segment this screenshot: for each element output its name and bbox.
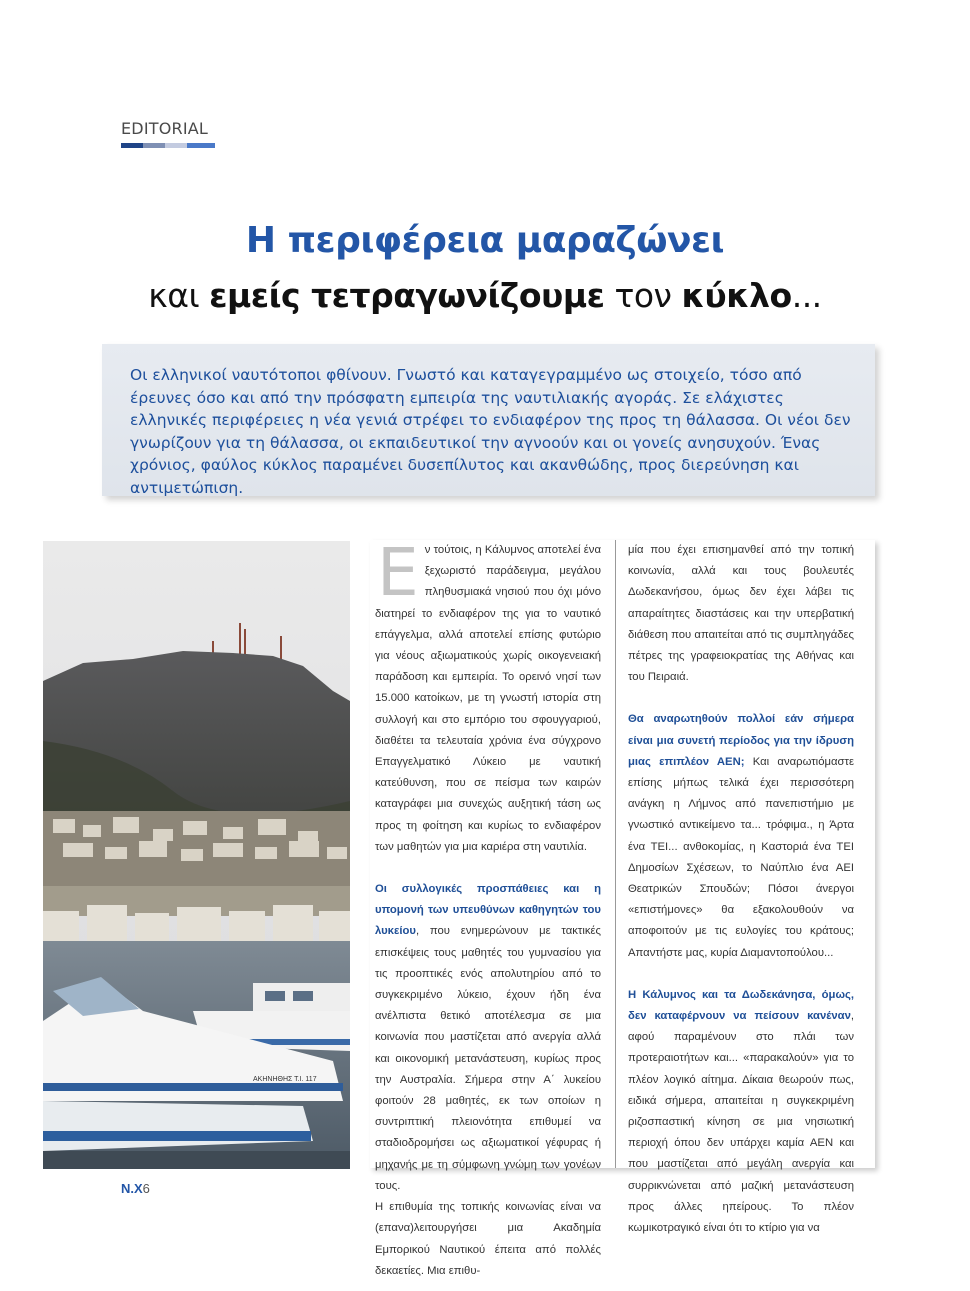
harbor-illustration: [43, 541, 350, 1169]
paragraph: ν τούτοις, η Κάλυμνος αποτελεί ένα ξεχωριστό παράδειγμα, μεγάλου πληθυσμιακά νησιού που όχι μόνο διατηρεί το ενδιαφέρον της για το ναυτικό επάγγελμα, αλλά αποτελεί επίσης φυτώριο για νέους αξιωματικούς χωρίς οικογενειακή παράδοση και εμπειρία. Το ορεινό νησί των 15.000 κατοίκων, με τη γνωστή ιστορία στη συλλογή και στο εμπόριο του σφουγγαριού, διαθέτει τα τελευταία χρόνια ένα σύγχρονο Επαγγελματικό Λύκειο με ναυτική κατεύθυνση, που σε πείσμα των καιρών καταγράφει μια συνεχώς αυξητική τάση ως προς τη φοίτηση και κυρίως το ενδιαφέρον των μαθητών για μια καριέρα στη ναυτιλία.: [375, 544, 601, 853]
paragraph-text: , που ενημερώνουν με τακτικές επισκέψεις τους μαθητές του γυμνασίου για τις προοπτικές ενός απολυτηρίου από το συγκεκριμένο λύκειο, έχουν ήδη ένα ανέλπιστα θετικό αποτέλεσμα σε μια κοινωνία που μαστίζεται από ανεργία αλλά και οικονομική μετανάστευση, κυρίως προς την Αυστραλία. Σήμερα στην Α΄ λυκείου φοιτούν 28 μαθητές, εκ των οποίων η συντριπτική πλειονότητα επιθυμεί να σταδιοδρομήσει ως αξιωματικοί γέφυρας ή μηχανής με τη σύμφωνη γνώμη των γονέων τους.: [375, 925, 601, 1192]
article-body: [370, 534, 875, 1277]
headline-part: εμείς τετραγωνίζουμε: [209, 276, 605, 315]
paragraph: [375, 879, 601, 1197]
section-color-bar: [121, 143, 215, 148]
headline-line-2: [0, 276, 970, 315]
paragraph: Η επιθυμία της τοπικής κοινωνίας είναι να (επανα)λειτουργήσει μια Ακαδημία Εμπορικού Ναυτικού έπειτα από πολλές δεκαετίες. Μια επιθυ-: [375, 1201, 601, 1277]
article-column-2: [628, 540, 854, 1239]
headline-part: κύκλο: [681, 276, 792, 315]
bar-segment-3: [165, 143, 187, 148]
bar-segment-1: [121, 143, 143, 148]
article-column-1: [375, 534, 601, 1282]
bar-segment-4: [187, 143, 215, 148]
paragraph: [628, 709, 854, 963]
paragraph: [628, 985, 854, 1239]
paragraph: μία που έχει επισημανθεί από την τοπική κοινωνία, αλλά και τους βουλευτές Δωδεκανήσου, όμως δεν έχει λάβει τις απαραίτητες διαστάσεις και την υπερβατική διάθεση που απαιτείται από τις συμπληγάδες πέτρες της γραφειοκρατίας της Αθήνας και του Πειραιά.: [628, 544, 854, 684]
page-folio: [121, 1181, 150, 1196]
subhead: Θα αναρωτηθούν πολλοί εάν σήμερα είναι μια συνετή περίοδος για την ίδρυση μιας επιπλέον ΑΕΝ;: [628, 713, 854, 768]
boat-name: ΑΚΗΝΗΘΗΣ Τ.Ι. 117: [253, 1076, 317, 1083]
boat-front: [43, 1101, 350, 1169]
lead-paragraph: Οι ελληνικοί ναυτότοποι φθίνουν. Γνωστό και καταγεγραμμένο ως στοιχείο, τόσο από έρευνες όσο και από την πρόσφατη εμπειρία της ναυτιλιακής αγοράς. Σε ελάχιστες ελληνικές περιφέρειες η νέα γενιά στρέφει το ενδιαφέρον της προς τη θάλασσα. Οι νέοι δεν γνωρίζουν για τη θάλασσα, οι εκπαιδευτικοί την αγνοούν και οι γονείς ανησυχούν. Ένας χρόνιος, φαύλος κύκλος παραμένει δυσεπίλυτος και ακανθώδης, προς διερεύνηση και αντιμετώπιση.: [130, 366, 851, 497]
lead-box: [102, 344, 875, 496]
page-number: 6: [142, 1181, 150, 1196]
kalymnos-harbor-photo: [43, 541, 350, 1169]
headline-part: και: [148, 276, 210, 315]
magazine-brand: Ν.Χ: [121, 1181, 143, 1196]
headline-part: τον: [604, 276, 682, 315]
column-divider: [615, 540, 616, 1168]
drop-cap: Ε: [377, 534, 419, 611]
paragraph-text: Και αναρωτιόμαστε επίσης μήπως τελικά έχει περισσότερη ανάγκη η Λήμνος από πανεπιστήμιο με γνωστικό αντικείμενο τα... τρόφιμα., η Άρτα ένα ΤΕΙ... ανθοκομίας, η Καστοριά ένα ΤΕΙ Δημοσίων Σχέσεων, το Ναύπλιο ένα ΑΕΙ Θεατρικών Σπουδών; Πόσοι άνεργοι «επιστήμονες» θα εξακολουθούν να αποφοιτούν με τις ευλογίες του κράτους; Απαντήστε μας, κυρία Διαμαντοπούλου...: [628, 755, 854, 959]
paragraph-text: , αφού παραμένουν στο πλάι των προτεραιοτήτων και... «παρακαλούν» για το πλέον λογικό αίτημα. Δίκαια θεωρούν πως, ειδικά σήμερα, απαιτείται η συγκεκριμένη ριζοσπαστική κίνηση σε μια νησιωτική περιοχή όπου δεν υπάρχει καμία ΑΕΝ και που μαστίζεται από μεγάλη ανεργία και συρρικνώνεται από μαζική μετανάστευση προς άλλες ηπείρους. Το πλέον κωμικοτραγικό είναι ότι το κτίριο για να: [628, 1010, 854, 1235]
subhead: Οι συλλογικές προσπάθειες και η υπομονή των υπευθύνων καθηγητών του λυκείου: [375, 883, 601, 938]
section-label: EDITORIAL: [121, 119, 209, 138]
bar-segment-2: [143, 143, 165, 148]
subhead: Η Κάλυμνος και τα Δωδεκάνησα, όμως, δεν καταφέρνουν να πείσουν κανέναν: [628, 988, 854, 1023]
headline-part: ...: [791, 276, 822, 315]
headline-line-1: Η περιφέρεια μαραζώνει: [245, 220, 725, 261]
